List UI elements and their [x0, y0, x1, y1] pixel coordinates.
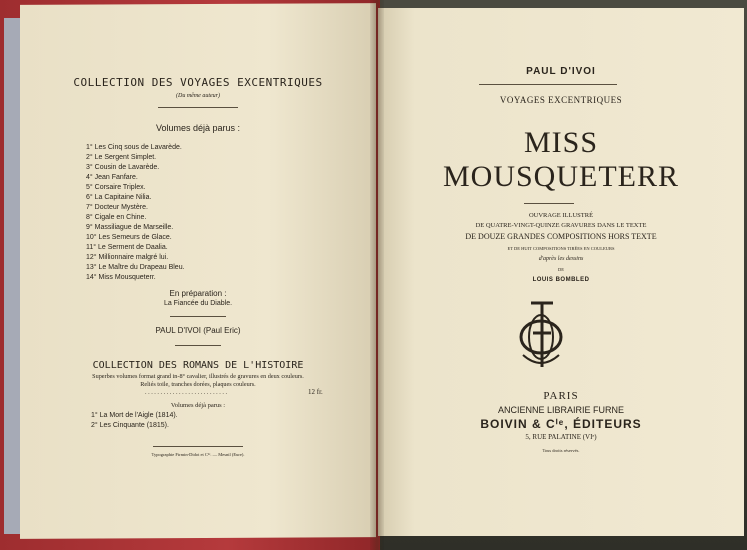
publisher-address: 5, RUE PALATINE (VIᵉ) [525, 433, 597, 441]
price-leader: . . . . . . . . . . . . . . . . . . . . . . . . . . . [145, 389, 227, 396]
second-author: PAUL D'IVOI (Paul Eric) [155, 326, 241, 335]
subtitle-line: DE QUATRE-VINGT-QUINZE GRAVURES DANS LE TEXTE [475, 222, 647, 229]
subtitle-line: OUVRAGE ILLUSTRÉ [528, 212, 594, 219]
volume-item: 8° Cigale en Chine. [86, 214, 147, 221]
publisher-old-name: ANCIENNE LIBRAIRIE FURNE [497, 405, 625, 415]
volume-item: 6° La Capitaine Nilia. [86, 194, 152, 201]
series-name: VOYAGES EXCENTRIQUES [499, 95, 623, 105]
city: PARIS [543, 390, 579, 402]
book-title-line2: MOUSQUETERR [442, 160, 679, 193]
subtitle-line: ET DE HUIT COMPOSITIONS TIRÉES EN COULEURS [507, 246, 615, 251]
volume-item: 14° Miss Mousqueterr. [86, 274, 156, 281]
subtitle-line: DE DOUZE GRANDES COMPOSITIONS HORS TEXTE [465, 232, 657, 241]
collection-subtitle: (Du même auteur) [176, 93, 220, 99]
left-page-content [20, 0, 376, 550]
publisher-name: BOIVIN & Cⁱᵉ, ÉDITEURS [480, 417, 642, 431]
subtitle-line: DE [558, 267, 564, 272]
volume-item: 11° Le Serment de Daalia. [86, 244, 168, 251]
rights-note: Tous droits réservés. [542, 448, 580, 453]
publisher-monogram-icon [513, 297, 569, 371]
volume-item: 5° Corsaire Triplex. [86, 184, 146, 191]
volume-item: 7° Docteur Mystère. [86, 204, 148, 211]
book-title-line1: MISS [523, 126, 599, 159]
preparation-heading: En préparation : [169, 289, 227, 298]
divider [170, 316, 226, 317]
volume-item: 2° Le Sergent Simplet. [86, 154, 157, 161]
description-line: Reliés toile, tranches dorées, plaques couleurs. [140, 381, 256, 388]
volume-item: 4° Jean Fanfare. [86, 174, 138, 181]
illustrator-name: LOUIS BOMBLED [532, 277, 590, 283]
price: 12 fr. [308, 388, 323, 396]
volume-item: 1° Les Cinq sous de Lavarède. [86, 144, 182, 151]
divider [158, 107, 238, 108]
volume-item: 10° Les Semeurs de Glace. [86, 234, 172, 241]
volume2-item: 2° Les Cinquante (1815). [91, 422, 169, 429]
volume-item: 3° Cousin de Lavarède. [86, 164, 160, 171]
volume-item: 13° Le Maître du Drapeau Bleu. [86, 264, 185, 271]
collection2-title: COLLECTION DES ROMANS DE L'HISTOIRE [92, 360, 304, 371]
collection-title: COLLECTION DES VOYAGES EXCENTRIQUES [73, 76, 323, 89]
printer-note: Typographie Firmin-Didot et C¹ᵉ. — Mesnil (Eure). [151, 452, 245, 457]
volumes2-heading: Volumes déjà parus : [170, 402, 226, 409]
divider [175, 345, 221, 346]
preparation-item: La Fiancée du Diable. [163, 300, 233, 307]
right-page-content [378, 0, 744, 550]
volume-item: 12° Millionnaire malgré lui. [86, 254, 169, 261]
description-line: Superbes volumes format grand in-8° cavalier, illustrés de gravures en deux couleurs. [92, 373, 304, 380]
author-name: PAUL D'IVOI [526, 66, 596, 77]
volume-item: 9° Massiliague de Marseille. [86, 224, 174, 231]
divider [479, 84, 617, 85]
volume2-item: 1° La Mort de l'Aigle (1814). [91, 412, 178, 419]
divider [524, 203, 574, 204]
divider [153, 446, 243, 447]
volumes-heading: Volumes déjà parus : [155, 123, 241, 133]
subtitle-line: d'après les dessins [538, 256, 584, 262]
